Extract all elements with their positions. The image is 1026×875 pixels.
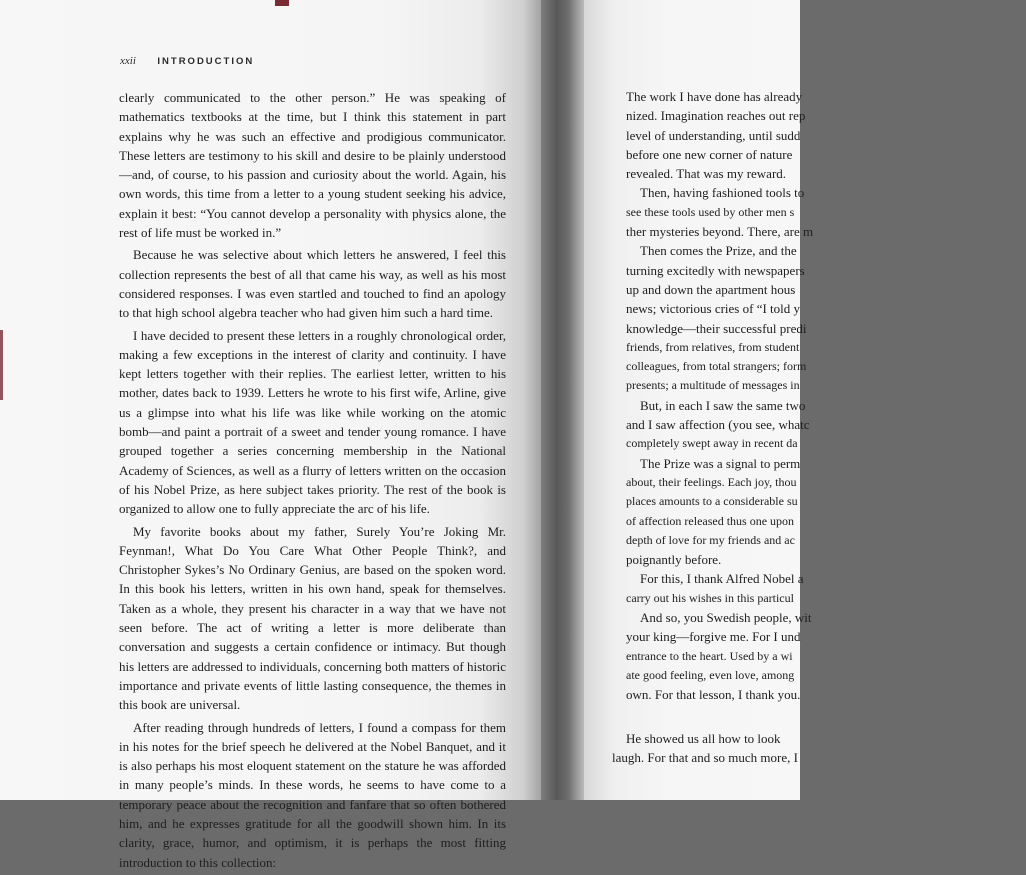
paragraph: Because he was selective about which letters he answered, I feel this collection represents the best of all that came his way, as well as his most considered responses. I was even startled and touched to find an apology to that high school algebra teacher who had given him such a hard time. — [119, 247, 506, 321]
page-number: xxii — [120, 55, 136, 67]
text-line: knowledge—their successful predi — [626, 320, 807, 336]
red-mark-top — [275, 0, 289, 6]
text-line: and I saw affection (you see, whatc — [626, 417, 810, 433]
red-mark-side — [0, 330, 3, 400]
text-line: laugh. For that and so much more, I — [612, 749, 798, 765]
running-head-title: INTRODUCTION — [157, 56, 255, 67]
paragraph: After reading through hundreds of letters, I found a compass for them in his notes for the brief speech he delivered at the Nobel Banquet, and it is also perhaps his most eloquent statement on the stature he was afforded in many people’s minds. In these words, he seems to have come to a temporary peace about the recognition and fanfare that so often bothered him, and he expresses gratitude for all the goodwill shown him. In its clarity, grace, humor, and optimism, it is perhaps the most fitting introduction to this collection: — [119, 719, 506, 870]
running-header — [120, 55, 254, 67]
text-line: ate good feeling, even love, among — [626, 667, 795, 682]
text-line: before one new corner of nature — [626, 146, 793, 162]
right-page — [584, 0, 814, 800]
text-line: Then, having fashioned tools to — [640, 185, 805, 201]
text-line: And so, you Swedish people, wit — [640, 610, 812, 626]
paragraph: I have decided to present these letters in a roughly chronological order, making a few exceptions in the interest of clarity and continuity. I have kept letters together with their replies. The earliest letter, written to his mother, dates back to 1939. Letters he wrote to his first wife, Arline, give us a glimpse into what his life was like while working on the atomic bomb—and paint a portrait of a sweet and tender young romance. I have grouped together a series concerning membership in the National Academy of Sciences, as well as a flurry of letters written on the occasion of his Nobel Prize, as here subject takes priority. The rest of the book is organized to allow one to fully appreciate the arc of his life. — [119, 327, 506, 517]
text-line: He showed us all how to look — [626, 730, 781, 746]
text-line: entrance to the heart. Used by a wi — [626, 648, 793, 663]
text-line: carry out his wishes in this particul — [626, 590, 794, 605]
text-line: see these tools used by other men s — [626, 204, 795, 219]
text-line: colleagues, from total strangers; form — [626, 359, 807, 374]
section-gap — [626, 705, 1026, 729]
text-line: turning excitedly with newspapers — [626, 262, 805, 278]
right-body-text — [612, 87, 1026, 767]
text-line: The work I have done has already — [626, 89, 803, 104]
paragraph: clearly communicated to the other person.” He was speaking of mathematics textbooks at the time, but I think this statement in part explains why he was such an effective and prodigious communicator. These letters are testimony to his skill and desire to be plainly understood—and, of course, to his passion and curiosity about the world. Again, his own words, this time from a letter to a young student seeking his advice, explain it best: “You cannot develop a personality with physics alone, the rest of life must be worked in.” — [119, 90, 506, 241]
text-line: poignantly before. — [626, 552, 722, 568]
text-line: The Prize was a signal to perm — [640, 455, 801, 471]
text-line: presents; a multitude of messages in — [626, 378, 800, 393]
text-line: depth of love for my friends and ac — [626, 532, 795, 547]
text-line: of affection released thus one upon — [626, 513, 795, 528]
book-gutter — [541, 0, 586, 800]
text-line: revealed. That was my reward. — [626, 166, 787, 182]
text-line: your king—forgive me. For I und — [626, 629, 801, 645]
paragraph: My favorite books about my father, Surely You’re Joking Mr. Feynman!, What Do You Care What Other People Think?, and Christopher Sykes’s No Ordinary Genius, are based on the spoken word. In this book his letters, written in his own hand, speak for themselves. Taken as a whole, they present his character in a way that we have not seen before. The act of writing a letter is more deliberate than conversation and suggests a certain confidence or intimacy. But though his letters are addressed to individuals, concerning both matters of historic importance and private events of little lasting consequence, the themes in this book are universal. — [119, 523, 506, 713]
text-line: But, in each I saw the same two — [640, 397, 806, 413]
text-line: own. For that lesson, I thank you. — [626, 687, 801, 703]
text-line: places amounts to a considerable su — [626, 494, 798, 509]
text-line: completely swept away in recent da — [626, 436, 798, 451]
text-line: Then comes the Prize, and the — [640, 243, 797, 259]
text-line: ther mysteries beyond. There, are m — [626, 224, 814, 240]
text-line: For this, I thank Alfred Nobel a — [640, 571, 804, 587]
text-line: about, their feelings. Each joy, thou — [626, 474, 797, 489]
text-line: level of understanding, until sudd — [626, 127, 801, 143]
text-line: nized. Imagination reaches out rep — [626, 108, 806, 124]
left-body-text — [119, 88, 506, 875]
text-line: up and down the apartment hous — [626, 281, 796, 297]
text-line: friends, from relatives, from student — [626, 339, 800, 354]
text-line: news; victorious cries of “I told y — [626, 301, 801, 317]
